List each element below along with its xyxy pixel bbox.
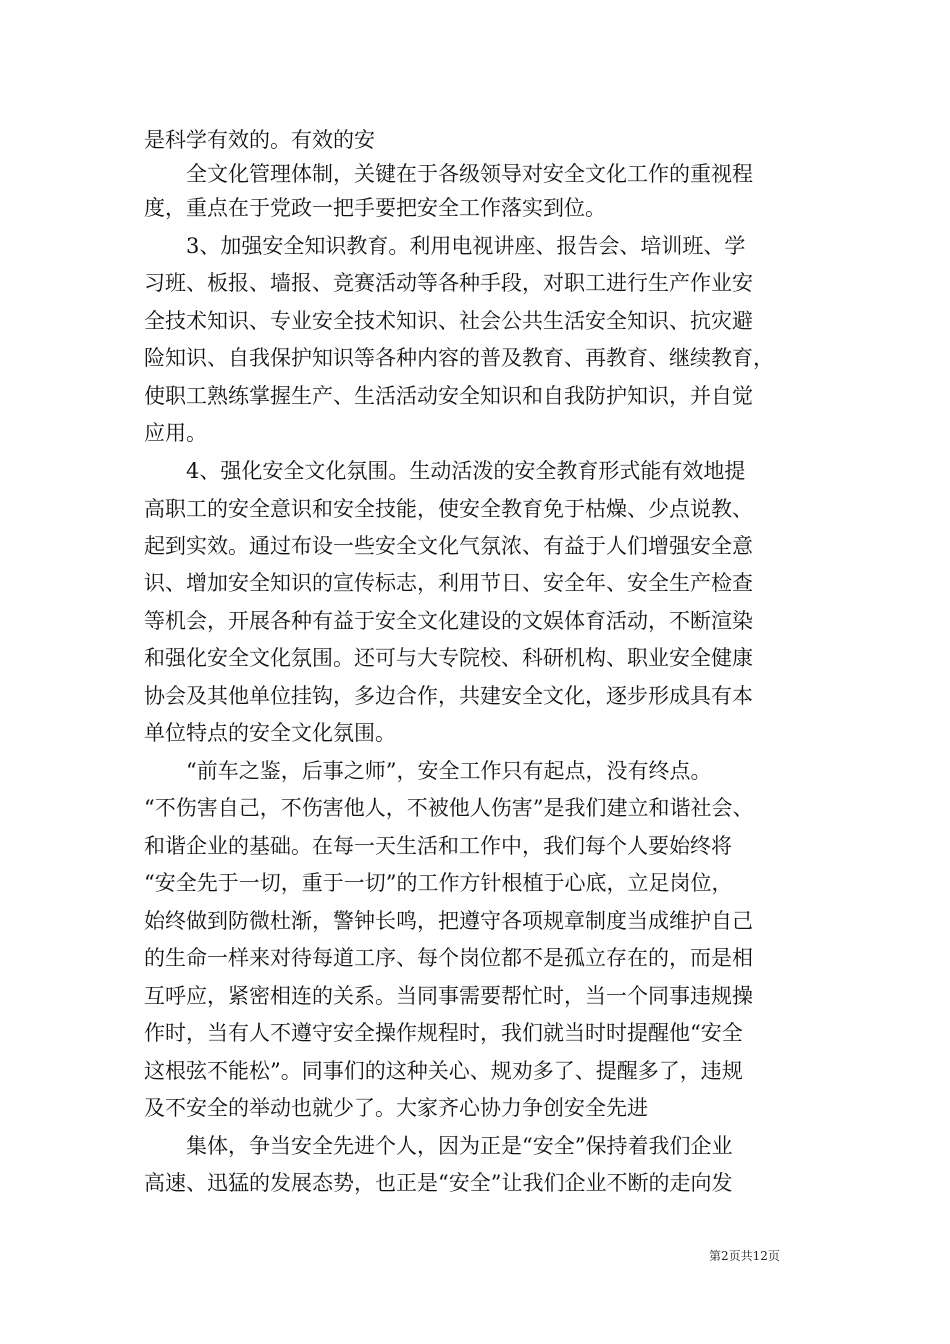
text-line: 高速、迅猛的发展态势，也正是“安全”让我们企业不断的走向发 (144, 1171, 733, 1195)
text-line: 4、强化安全文化氛围。生动活泼的安全教育形式能有效地提 (144, 459, 746, 483)
text-line: “安全先于一切，重于一切”的工作方针根植于心底，立足岗位， (144, 871, 733, 895)
text-line: 协会及其他单位挂钩，多边合作，共建安全文化，逐步形成具有本 (144, 684, 753, 708)
text-line: 和强化安全文化氛围。还可与大专院校、科研机构、职业安全健康 (144, 646, 753, 670)
text-line: 习班、板报、墙报、竞赛活动等各种手段，对职工进行生产作业安 (144, 271, 753, 295)
text-line: 始终做到防微杜渐，警钟长鸣，把遵守各项规章制度当成维护自己 (144, 909, 753, 933)
text-line: 识、增加安全知识的宣传标志，利用节日、安全年、安全生产检查 (144, 571, 753, 595)
text-line: 险知识、自我保护知识等各种内容的普及教育、再教育、继续教育， (144, 346, 774, 370)
text-line: 应用。 (144, 421, 207, 445)
text-line: 及不安全的举动也就少了。大家齐心协力争创安全先进 (144, 1096, 648, 1120)
text-line: 度，重点在于党政一把手要把安全工作落实到位。 (144, 196, 606, 220)
text-line: 全文化管理体制，关键在于各级领导对安全文化工作的重视程 (144, 162, 753, 186)
text-line: 使职工熟练掌握生产、生活活动安全知识和自我防护知识，并自觉 (144, 384, 753, 408)
text-line: 作时，当有人不遵守安全操作规程时，我们就当时时提醒他“安全 (144, 1021, 743, 1045)
text-line: 集体，争当安全先进个人，因为正是“安全”保持着我们企业 (144, 1134, 733, 1158)
text-line: 这根弦不能松”。同事们的这种关心、规劝多了、提醒多了，违规 (144, 1059, 743, 1083)
text-line: 和谐企业的基础。在每一天生活和工作中，我们每个人要始终将 (144, 834, 732, 858)
page-number: 第2页共12页 (709, 1249, 780, 1263)
text-line: 的生命一样来对待每道工序、每个岗位都不是孤立存在的，而是相 (144, 946, 753, 970)
text-line: “不伤害自己，不伤害他人，不被他人伤害”是我们建立和谐社会、 (144, 796, 754, 820)
text-line: 全技术知识、专业安全技术知识、社会公共生活安全知识、抗灾避 (144, 309, 753, 333)
text-line: 互呼应，紧密相连的关系。当同事需要帮忙时，当一个同事违规操 (144, 984, 753, 1008)
text-line: 起到实效。通过布设一些安全文化气氛浓、有益于人们增强安全意 (144, 534, 753, 558)
text-line: 等机会，开展各种有益于安全文化建设的文娱体育活动，不断渲染 (144, 609, 753, 633)
text-line: 3、加强安全知识教育。利用电视讲座、报告会、培训班、学 (144, 234, 746, 258)
text-line: 高职工的安全意识和安全技能，使安全教育免于枯燥、少点说教、 (144, 497, 753, 521)
text-line: 单位特点的安全文化氛围。 (144, 721, 396, 745)
text-line: “前车之鉴，后事之师”，安全工作只有起点，没有终点。 (144, 759, 712, 783)
text-line: 是科学有效的。有效的安 (144, 128, 375, 152)
